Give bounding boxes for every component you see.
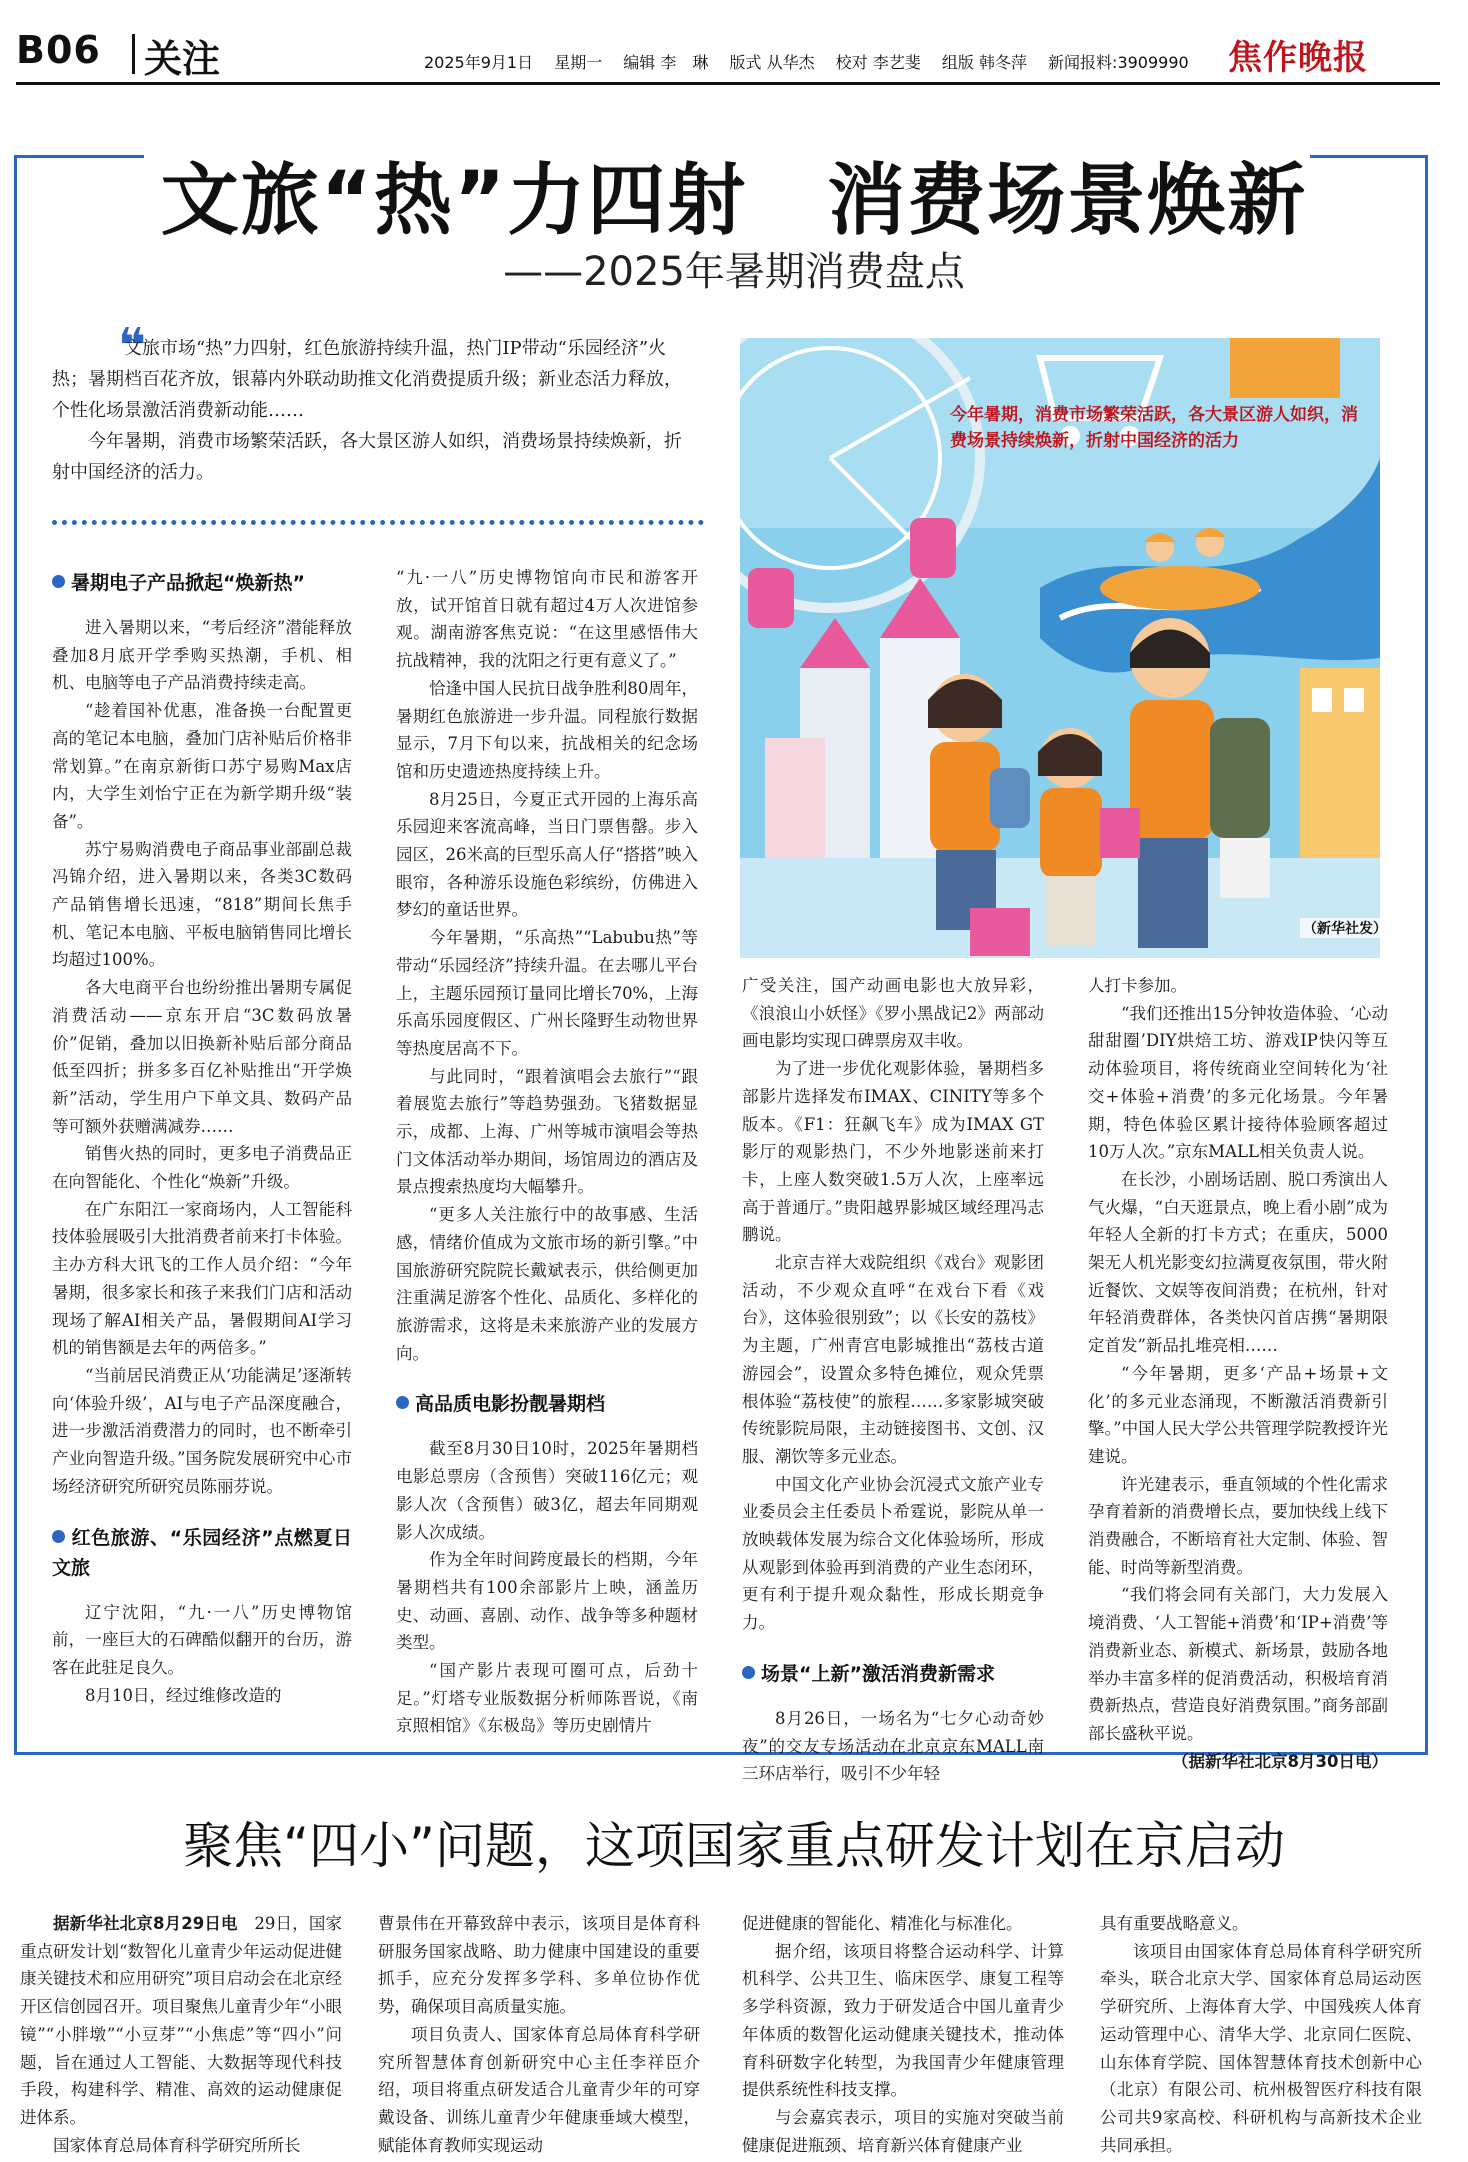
paragraph: 与会嘉宾表示，项目的实施对突破当前健康促进瓶颈、培育新兴体育健康产业 bbox=[742, 2107, 1064, 2155]
proofread-credit: 校对 李艺斐 bbox=[835, 53, 921, 72]
subheadline: ——2025年暑期消费盘点 bbox=[503, 249, 965, 295]
issue-date: 2025年9月1日 bbox=[424, 53, 534, 72]
quote-mark-icon: ❝ bbox=[118, 318, 147, 374]
paragraph: 苏宁易购消费电子商品事业部副总裁冯锦介绍，进入暑期以来，各类3C数码产品销售增长迅速，“818”期间长焦手机、笔记本电脑、平板电脑销售同比增长均超过100%。 bbox=[52, 839, 352, 970]
lead-paragraph bbox=[52, 333, 692, 488]
article2-column-2 bbox=[378, 1910, 700, 2159]
section-heading bbox=[52, 1523, 352, 1583]
article2-column-4 bbox=[1100, 1910, 1422, 2159]
paragraph: 在长沙，小剧场话剧、脱口秀演出人气火爆，“白天逛景点，晚上看小剧”成为年轻人全新的打卡方式；在重庆，5000架无人机光影变幻拉满夏夜氛围，带火附近餐饮、文娱等夜间消费；在杭州，针对年轻消费群体，各类快闪首店携“暑期限定首发”新品扎堆亮相…… bbox=[1088, 1169, 1388, 1356]
section-name: 关注 bbox=[144, 37, 221, 81]
paragraph: 人打卡参加。 bbox=[1088, 976, 1187, 995]
paragraph: 作为全年时间跨度最长的档期，今年暑期档共有100余部影片上映，涵盖历史、动画、喜剧、动作、战争等多种题材类型。 bbox=[396, 1550, 698, 1653]
paragraph: 据介绍，该项目将整合运动科学、计算机科学、公共卫生、临床医学、康复工程等多学科资源，致力于研发适合中国儿童青少年体质的数智化运动健康关键技术，推动体育科研数字化转型，为我国青少年健康管理提供系统性科技支撑。 bbox=[742, 1941, 1064, 2100]
lead-text-1: 文旅市场“热”力四射，红色旅游持续升温，热门IP带动“乐园经济”火热；暑期档百花齐放，银幕内外联动助推文化消费提质升级；新业态活力释放，个性化场景激活消费新动能…… bbox=[52, 338, 682, 421]
header-divider bbox=[132, 34, 135, 74]
paragraph: “国产影片表现可圈可点，后劲十足。”灯塔专业版数据分析师陈晋说，《南京照相馆》《东极岛》等历史剧情片 bbox=[396, 1661, 698, 1736]
issue-weekday: 星期一 bbox=[554, 53, 603, 72]
section-heading bbox=[396, 1389, 698, 1419]
section-heading-text: 场景“上新”激活消费新需求 bbox=[761, 1662, 995, 1685]
paragraph: “当前居民消费正从‘功能满足’逐渐转向‘体验升级’，AI与电子产品深度融合，进一步激活消费潜力的同时，也不断牵引产业向智造升级。”国务院发展研究中心市场经济研究所研究员陈丽芬说。 bbox=[52, 1365, 352, 1496]
page-number: B06 bbox=[16, 28, 101, 72]
paragraph-text: 29日，国家重点研发计划“数智化儿童青少年运动促进健康关键技术和应用研究”项目启动会在北京经开区信创园召开。项目聚焦儿童青少年“小眼镜”“小胖墩”“小豆芽”“小焦虑”等“四小”问题，旨在通过人工智能、大数据等现代科技手段，构建科学、精准、高效的运动健康促进体系。 bbox=[20, 1914, 343, 2127]
paragraph: 8月10日，经过维修改造的 bbox=[85, 1685, 282, 1705]
bullet-icon bbox=[52, 1530, 65, 1543]
dateline: 据新华社北京8月29日电 bbox=[53, 1914, 238, 1933]
illustration-caption: 今年暑期，消费市场繁荣活跃，各大景区游人如织，消费场景持续焕新，折射中国经济的活力 bbox=[950, 405, 1358, 451]
paragraph: “我们将会同有关部门，大力发展入境消费、‘人工智能+消费’和‘IP+消费’等消费新业态、新模式、新场景，鼓励各地举办丰富多样的促消费活动，积极培育消费新热点，营造良好消费氛围。”商务部副部长盛秋平说。 bbox=[1088, 1585, 1388, 1743]
paragraph: 许光建表示，垂直领域的个性化需求孕育着新的消费增长点，要加快线上线下消费融合，不断培育社大定制、体验、智能、时尚等新型消费。 bbox=[1088, 1474, 1388, 1577]
paragraph: 与此同时，“跟着演唱会去旅行”“跟着展览去旅行”等趋势强劲。飞猪数据显示，成都、上海、广州等城市演唱会等热门文体活动举办期间，场馆周边的酒店及景点搜索热度均大幅攀升。 bbox=[396, 1066, 698, 1197]
lead-text-2: 今年暑期，消费市场繁荣活跃，各大景区游人如织，消费场景持续焕新，折射中国经济的活力。 bbox=[52, 431, 682, 483]
section-heading-text: 高品质电影扮靓暑期档 bbox=[415, 1393, 606, 1416]
layout-credit: 版式 从华杰 bbox=[729, 53, 815, 72]
paragraph: 8月25日，今夏正式开园的上海乐高乐园迎来客流高峰，当日门票售罄。步入园区，26米高的巨型乐高人仔“搭搭”映入眼帘，各种游乐设施色彩缤纷，仿佛进入梦幻的童话世界。 bbox=[396, 789, 698, 920]
section-heading bbox=[52, 568, 352, 598]
section-heading-text: 暑期电子产品掀起“焕新热” bbox=[71, 572, 305, 594]
bullet-icon bbox=[742, 1666, 755, 1679]
newspaper-logo: 焦作晚报 bbox=[1228, 38, 1368, 78]
paragraph: 为了进一步优化观影体验，暑期档多部影片选择发布IMAX、CINITY等多个版本。《F1：狂飙飞车》成为IMAX GT影厅的观影热门，不少外地影迷前来打卡，上座人数突破1.5万人次，上座率远高于普通厅。”贵阳越界影城区域经理冯志鹏说。 bbox=[742, 1059, 1044, 1245]
header-meta bbox=[424, 50, 1205, 73]
composition-credit: 组版 韩冬萍 bbox=[941, 53, 1027, 72]
section-heading-text: 红色旅游、“乐园经济”点燃夏日文旅 bbox=[52, 1526, 352, 1579]
paragraph: “趁着国补优惠，准备换一台配置更高的笔记本电脑，叠加门店补贴后价格非常划算。”在南京新街口苏宁易购Max店内，大学生刘怡宁正在为新学期升级“装备”。 bbox=[52, 701, 352, 831]
paragraph: 辽宁沈阳，“九·一八”历史博物馆前，一座巨大的石碑酷似翻开的台历，游客在此驻足良久。 bbox=[52, 1602, 352, 1677]
paragraph: “今年暑期，更多‘产品+场景+文化’的多元业态涌现，不断激活消费新引擎。”中国人民大学公共管理学院教授许光建说。 bbox=[1088, 1363, 1388, 1466]
dotted-divider bbox=[52, 520, 704, 525]
bullet-icon bbox=[52, 575, 65, 588]
article1-column-3 bbox=[742, 972, 1044, 1788]
section-heading bbox=[742, 1659, 1044, 1689]
illustration-credit: （新华社发） bbox=[1300, 918, 1390, 938]
paragraph: 促进健康的智能化、精准化与标准化。 bbox=[742, 1914, 1023, 1933]
header-rule bbox=[16, 82, 1440, 85]
paragraph: 中国文化产业协会沉浸式文旅产业专业委员会主任委员卜希霆说，影院从单一放映载体发展为综合文化体验场所，形成从观影到体验再到消费的产业生态闭环，更有利于提升观众黏性，形成长期竞争力。 bbox=[742, 1474, 1044, 1633]
paragraph: 广受关注，国产动画电影也大放异彩，《浪浪山小妖怪》《罗小黑战记2》两部动画电影均实现口碑票房双丰收。 bbox=[742, 976, 1044, 1051]
paragraph: “我们还推出15分钟妆造体验、‘心动甜甜圈’DIY烘焙工坊、游戏IP快闪等互动体验项目，将传统商业空间转化为‘社交+体验+消费’的多元化场景。今年暑期，特色体验区累计接待体验顾客超过10万人次。”京东MALL相关负责人说。 bbox=[1088, 1003, 1388, 1162]
headline-2: 聚焦“四小”问题，这项国家重点研发计划在京启动 bbox=[183, 1817, 1285, 1875]
paragraph: 项目负责人、国家体育总局体育科学研究所智慧体育创新研究中心主任李祥臣介绍，项目将重点研发适合儿童青少年的可穿戴设备、训练儿童青少年健康垂域大模型，赋能体育教师实现运动 bbox=[378, 2024, 700, 2155]
paragraph: 8月26日，一场名为“七夕心动奇妙夜”的交友专场活动在北京京东MALL南三环店举行，吸引不少年轻 bbox=[742, 1708, 1044, 1784]
article-credit: （据新华社北京8月30日电） bbox=[1172, 1751, 1388, 1771]
paragraph: 具有重要战略意义。 bbox=[1100, 1914, 1249, 1933]
article2-column-3 bbox=[742, 1910, 1064, 2159]
news-hotline: 新闻报料:3909990 bbox=[1048, 53, 1189, 72]
article1-column-4 bbox=[1088, 972, 1388, 1775]
paragraph bbox=[20, 1910, 342, 2132]
paragraph: “九·一八”历史博物馆向市民和游客开放，试开馆首日就有超过4万人次进馆参观。湖南游客焦克说：“在这里感悟伟大抗战精神，我的沈阳之行更有意义了。” bbox=[396, 568, 698, 671]
headline: 文旅“热”力四射 消费场景焕新 bbox=[160, 156, 1308, 246]
article1-column-2 bbox=[396, 564, 698, 1740]
paragraph: 曹景伟在开幕致辞中表示，该项目是体育科研服务国家战略、助力健康中国建设的重要抓手，应充分发挥多学科、多单位协作优势，确保项目高质量实施。 bbox=[378, 1914, 700, 2017]
editor-credit: 编辑 李 琳 bbox=[623, 53, 709, 72]
article2-column-1 bbox=[20, 1910, 342, 2159]
paragraph: 恰逢中国人民抗日战争胜利80周年，暑期红色旅游进一步升温。同程旅行数据显示，7月下旬以来，抗战相关的纪念场馆和历史遗迹热度持续上升。 bbox=[396, 678, 698, 781]
article1-column-1 bbox=[52, 568, 352, 1709]
paragraph: 在广东阳江一家商场内，人工智能科技体验展吸引大批消费者前来打卡体验。主办方科大讯飞的工作人员介绍：“今年暑期，很多家长和孩子来我们门店和活动现场了解AI相关产品，暑假期间AI学习机的销售额是去年的两倍多。” bbox=[52, 1199, 352, 1358]
paragraph: 各大电商平台也纷纷推出暑期专属促消费活动——京东开启“3C数码放暑价”促销，叠加以旧换新补贴后部分商品低至四折；拼多多百亿补贴推出“开学焕新”活动，学生用户下单文具、数码产品等可额外获赠满减券…… bbox=[52, 978, 352, 1136]
paragraph: 今年暑期，“乐高热”“Labubu热”等带动“乐园经济”持续升温。在去哪儿平台上，主题乐园预订量同比增长70%，上海乐高乐园度假区、广州长隆野生动物世界等热度居高不下。 bbox=[396, 928, 698, 1058]
paragraph: 进入暑期以来，“考后经济”潜能释放叠加8月底开学季购买热潮，手机、相机、电脑等电子产品消费持续走高。 bbox=[52, 618, 352, 693]
paragraph: “更多人关注旅行中的故事感、生活感，情绪价值成为文旅市场的新引擎。”中国旅游研究院院长戴斌表示，供给侧更加注重满足游客个性化、品质化、多样化的旅游需求，这将是未来旅游产业的发展方向。 bbox=[396, 1205, 698, 1363]
paragraph: 该项目由国家体育总局体育科学研究所牵头，联合北京大学、国家体育总局运动医学研究所、上海体育大学、中国残疾人体育运动管理中心、清华大学、北京同仁医院、山东体育学院、国体智慧体育技术创新中心（北京）有限公司、杭州极智医疗科技有限公司共9家高校、科研机构与高新技术企业共同承担。 bbox=[1100, 1941, 1422, 2155]
bullet-icon bbox=[396, 1396, 409, 1409]
paragraph: 北京吉祥大戏院组织《戏台》观影团活动，不少观众直呼“在戏台下看《戏台》，这体验很别致”；以《长安的荔枝》为主题，广州青宫电影城推出“荔枝古道游园会”，设置众多特色摊位，观众凭票根体验“荔枝使”的旅程……多家影城突破传统影院局限，主动链接图书、文创、汉服、潮饮等多元业态。 bbox=[742, 1253, 1044, 1466]
paragraph: 销售火热的同时，更多电子消费品正在向智能化、个性化“焕新”升级。 bbox=[52, 1144, 352, 1192]
paragraph: 国家体育总局体育科学研究所所长 bbox=[53, 2135, 301, 2155]
paragraph: 截至8月30日10时，2025年暑期档电影总票房（含预售）突破116亿元；观影人次（含预售）破3亿，超去年同期观影人次成绩。 bbox=[396, 1439, 698, 1542]
